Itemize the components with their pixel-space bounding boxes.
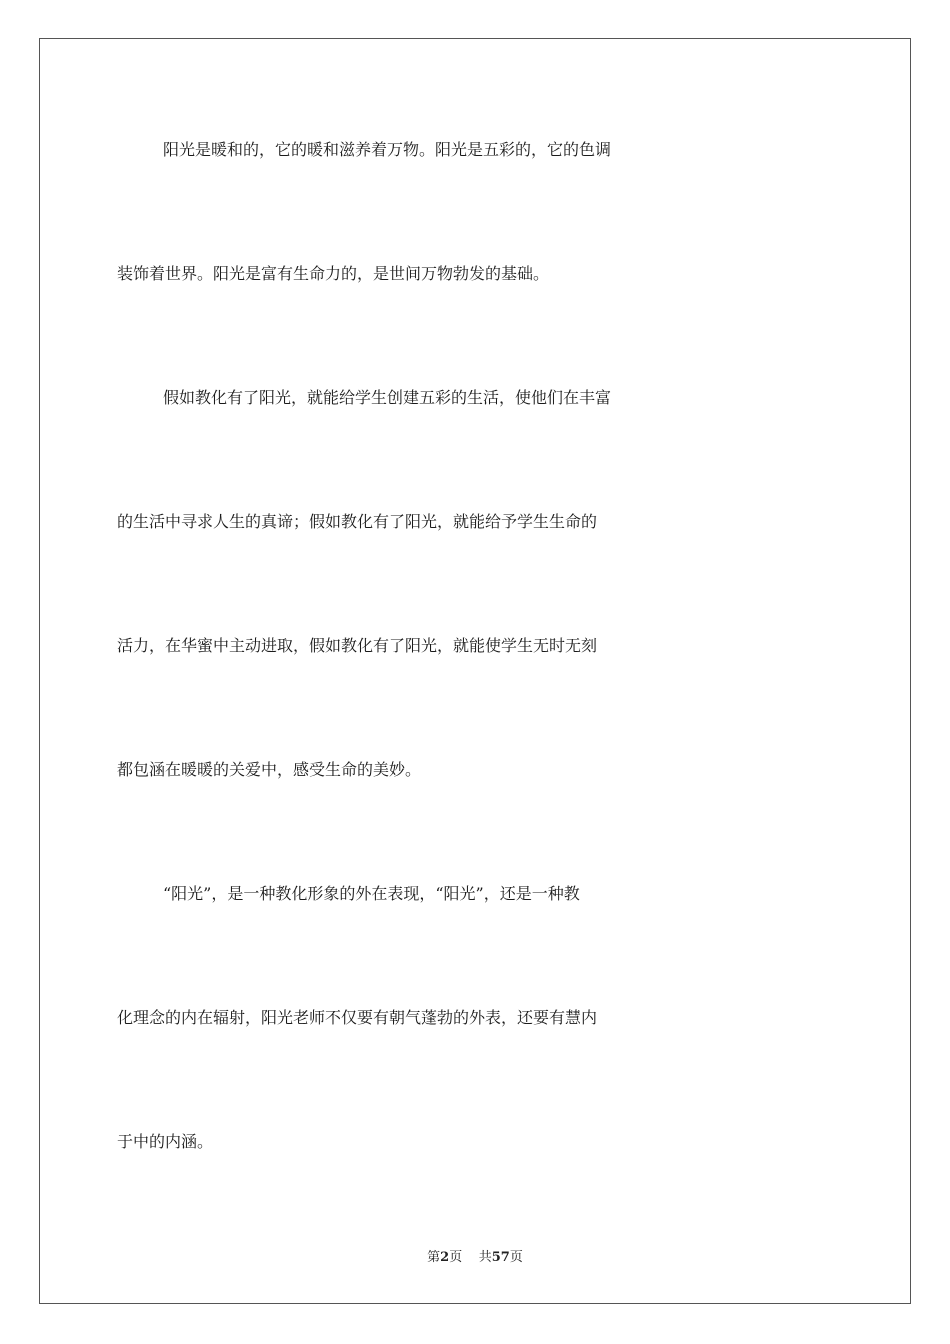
text-line-1: 阳光是暖和的，它的暖和滋养着万物。阳光是五彩的，它的色调 [163,140,612,159]
document-body [117,118,833,1234]
text-line-6: 都包涵在暖暖的关爱中，感受生命的美妙。 [117,760,422,779]
text-line-3: 假如教化有了阳光，就能给学生创建五彩的生活，使他们在丰富 [163,388,612,407]
footer-page-number: 2 [440,1250,450,1265]
footer-total-prefix: 共 [478,1250,492,1265]
footer-page-unit: 页 [449,1250,463,1265]
footer-total-pages: 57 [491,1250,510,1265]
text-line-8: 化理念的内在辐射，阳光老师不仅要有朝气蓬勃的外表，还要有慧内 [117,1008,598,1027]
page-footer [0,1246,950,1265]
text-line-4: 的生活中寻求人生的真谛；假如教化有了阳光，就能给予学生生命的 [117,512,598,531]
text-line-9: 于中的内涵。 [117,1132,214,1151]
text-line-7: “阳光”，是一种教化形象的外在表现，“阳光”，还是一种教 [163,884,580,903]
text-line-5: 活力，在华蜜中主动进取，假如教化有了阳光，就能使学生无时无刻 [117,636,598,655]
footer-prefix: 第 [427,1250,441,1265]
footer-total-unit: 页 [509,1250,523,1265]
text-line-2: 装饰着世界。阳光是富有生命力的，是世间万物勃发的基础。 [117,264,550,283]
